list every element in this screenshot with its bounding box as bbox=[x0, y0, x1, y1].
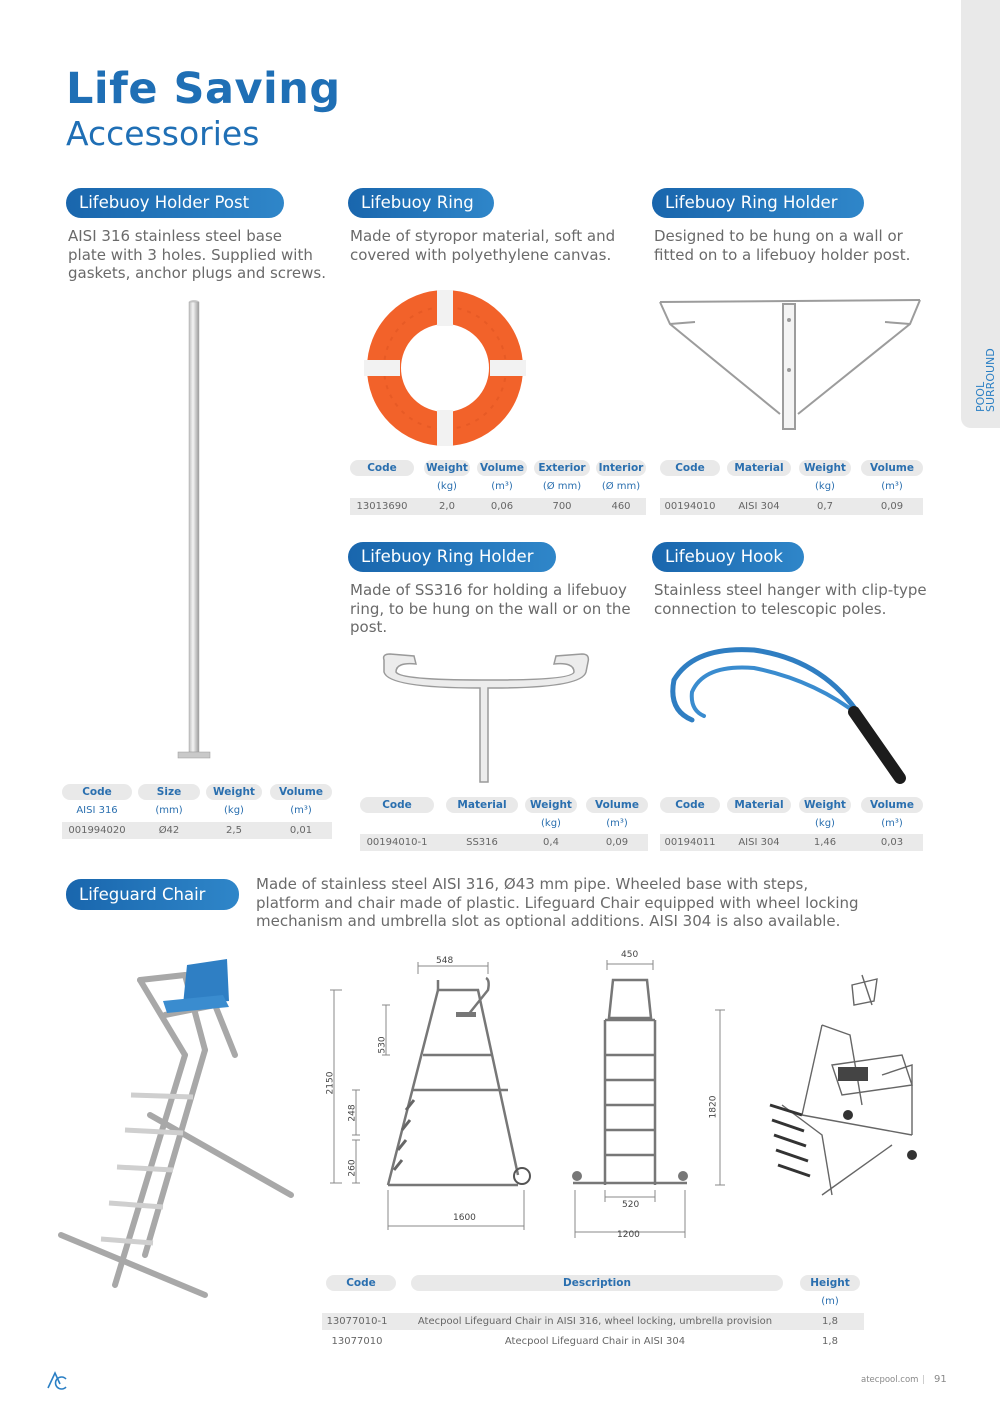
rh2-header-volume: Volume bbox=[586, 797, 648, 813]
lifebuoy-hook-image bbox=[664, 640, 914, 790]
rh1-cell-weight: 0,7 bbox=[817, 501, 833, 512]
hook-cell-weight: 1,46 bbox=[813, 837, 837, 848]
dim-1820: 1820 bbox=[708, 1095, 719, 1119]
post-unit-size: (mm) bbox=[155, 805, 183, 816]
post-title: Lifebuoy Holder Post bbox=[66, 188, 284, 218]
ring-holder-2-title: Lifebuoy Ring Holder bbox=[348, 542, 556, 572]
side-label-line1: POOL bbox=[974, 381, 987, 412]
rh1-header-volume: Volume bbox=[861, 460, 923, 476]
post-unit-volume: (m³) bbox=[290, 805, 312, 816]
rh2-cell-weight: 0,4 bbox=[543, 837, 559, 848]
ring-holder-1-desc-line: Designed to be hung on a wall or bbox=[654, 227, 903, 245]
rh1-cell-code: 00194010 bbox=[664, 501, 716, 512]
chair-header-height: Height bbox=[800, 1275, 860, 1291]
rh1-header-material: Material bbox=[727, 460, 791, 476]
rh2-cell-volume: 0,09 bbox=[605, 837, 629, 848]
rh2-unit-weight: (kg) bbox=[541, 818, 561, 829]
atecpool-logo-icon bbox=[46, 1370, 70, 1392]
post-header-size: Size bbox=[138, 784, 200, 800]
dim-1600: 1600 bbox=[453, 1213, 476, 1223]
post-unit-code: AISI 316 bbox=[76, 805, 118, 816]
ring-holder-2-desc-line: post. bbox=[350, 618, 388, 637]
page-subtitle: Accessories bbox=[66, 114, 260, 153]
rh2-header-material: Material bbox=[446, 797, 518, 813]
side-tab-label bbox=[976, 348, 996, 412]
dim-260: 260 bbox=[347, 1159, 358, 1177]
ring-cell-volume: 0,06 bbox=[490, 501, 514, 512]
chair-row1-height: 1,8 bbox=[822, 1316, 838, 1327]
post-cell-weight: 2,5 bbox=[226, 825, 242, 836]
ring-header-interior: Interior bbox=[596, 460, 646, 476]
dim-520: 520 bbox=[622, 1200, 640, 1210]
footer-website: atecpool.com bbox=[861, 1375, 919, 1385]
ring-cell-exterior: 700 bbox=[552, 501, 572, 512]
rh1-header-code: Code bbox=[660, 460, 720, 476]
rh2-cell-material: SS316 bbox=[466, 837, 498, 848]
post-unit-weight: (kg) bbox=[224, 805, 244, 816]
footer-separator: | bbox=[922, 1375, 925, 1385]
chair-row1-code: 13077010-1 bbox=[326, 1316, 388, 1327]
side-label-line2: SURROUND bbox=[984, 348, 997, 412]
chair-front-drawing bbox=[565, 950, 725, 1245]
chair-unit-height: (m) bbox=[821, 1296, 839, 1307]
chair-exploded-drawing bbox=[762, 965, 942, 1205]
ring-unit-weight: (kg) bbox=[437, 481, 457, 492]
ring-cell-code: 13013690 bbox=[356, 501, 408, 512]
page-title: Life Saving bbox=[66, 64, 341, 114]
chair-header-code: Code bbox=[326, 1275, 396, 1291]
hook-title: Lifebuoy Hook bbox=[652, 542, 804, 572]
ring-description bbox=[350, 227, 615, 264]
rh2-cell-code: 00194010-1 bbox=[366, 837, 428, 848]
rh1-cell-volume: 0,09 bbox=[880, 501, 904, 512]
ring-unit-exterior: (Ø mm) bbox=[542, 481, 582, 492]
chair-header-description: Description bbox=[411, 1275, 783, 1291]
rh1-unit-weight: (kg) bbox=[815, 481, 835, 492]
chair-row2-code: 13077010 bbox=[331, 1336, 383, 1347]
dim-248: 248 bbox=[347, 1104, 358, 1122]
page-number: 91 bbox=[934, 1374, 947, 1385]
ring-holder-2-description bbox=[350, 581, 631, 637]
ring-desc-line: Made of styropor material, soft and bbox=[350, 227, 616, 245]
hook-desc-line: Stainless steel hanger with clip-type bbox=[654, 581, 927, 599]
post-description bbox=[68, 227, 326, 283]
dim-548: 548 bbox=[436, 956, 454, 966]
holder-post-image bbox=[170, 296, 220, 766]
post-cell-volume: 0,01 bbox=[289, 825, 313, 836]
post-desc-line: AISI 316 stainless steel base bbox=[68, 227, 282, 245]
post-desc-line: gaskets, anchor plugs and screws. bbox=[68, 264, 326, 283]
ring-holder-2-desc-line: Made of SS316 for holding a lifebuoy bbox=[350, 581, 627, 599]
dim-450: 450 bbox=[621, 950, 639, 960]
ring-holder-2-desc-line: ring, to be hung on the wall or on the bbox=[350, 599, 631, 618]
chair-row2-height: 1,8 bbox=[822, 1336, 838, 1347]
post-cell-code: 001994020 bbox=[68, 825, 126, 836]
ring-holder-1-desc-line: fitted on to a lifebuoy holder post. bbox=[654, 245, 911, 264]
ring-desc-line: covered with polyethylene canvas. bbox=[350, 245, 612, 264]
rh2-header-weight: Weight bbox=[525, 797, 577, 813]
post-header-weight: Weight bbox=[206, 784, 262, 800]
chair-title: Lifeguard Chair bbox=[66, 879, 239, 910]
hook-description bbox=[654, 581, 927, 618]
ring-holder-2-image bbox=[376, 650, 596, 790]
ring-holder-1-title: Lifebuoy Ring Holder bbox=[652, 188, 864, 218]
rh1-cell-material: AISI 304 bbox=[738, 501, 780, 512]
chair-description bbox=[256, 875, 859, 931]
ring-header-weight: Weight bbox=[424, 460, 470, 476]
hook-cell-material: AISI 304 bbox=[738, 837, 780, 848]
ring-cell-weight: 2,0 bbox=[439, 501, 455, 512]
chair-desc-line: mechanism and umbrella slot as optional additions. AISI 304 is also available. bbox=[256, 912, 841, 931]
hook-cell-volume: 0,03 bbox=[880, 837, 904, 848]
ring-unit-interior: (Ø mm) bbox=[601, 481, 641, 492]
chair-row2-description: Atecpool Lifeguard Chair in AISI 304 bbox=[504, 1336, 686, 1347]
rh2-unit-volume: (m³) bbox=[606, 818, 628, 829]
ring-unit-volume: (m³) bbox=[491, 481, 513, 492]
dim-1200: 1200 bbox=[617, 1230, 640, 1240]
chair-desc-line: platform and chair made of plastic. Lifeguard Chair equipped with wheel locking bbox=[256, 893, 859, 912]
hook-desc-line: connection to telescopic poles. bbox=[654, 599, 887, 618]
lifebuoy-ring-image bbox=[358, 286, 533, 451]
hook-header-code: Code bbox=[660, 797, 720, 813]
ring-header-code: Code bbox=[350, 460, 414, 476]
ring-cell-interior: 460 bbox=[611, 501, 631, 512]
rh1-unit-volume: (m³) bbox=[881, 481, 903, 492]
ring-title: Lifebuoy Ring bbox=[348, 188, 494, 218]
ring-holder-1-image bbox=[655, 294, 925, 434]
ring-header-volume: Volume bbox=[477, 460, 527, 476]
hook-header-weight: Weight bbox=[799, 797, 851, 813]
post-header-code: Code bbox=[62, 784, 132, 800]
rh1-header-weight: Weight bbox=[799, 460, 851, 476]
hook-unit-volume: (m³) bbox=[881, 818, 903, 829]
post-desc-line: plate with 3 holes. Supplied with bbox=[68, 245, 313, 264]
ring-header-exterior: Exterior bbox=[534, 460, 590, 476]
post-header-volume: Volume bbox=[270, 784, 332, 800]
hook-unit-weight: (kg) bbox=[815, 818, 835, 829]
hook-cell-code: 00194011 bbox=[664, 837, 716, 848]
chair-desc-line: Made of stainless steel AISI 316, Ø43 mm pipe. Wheeled base with steps, bbox=[256, 875, 809, 893]
dim-530: 530 bbox=[377, 1036, 388, 1054]
chair-side-drawing bbox=[318, 950, 548, 1235]
hook-header-material: Material bbox=[727, 797, 791, 813]
ring-holder-1-description bbox=[654, 227, 910, 264]
rh2-header-code: Code bbox=[360, 797, 434, 813]
chair-row1-description: Atecpool Lifeguard Chair in AISI 316, wheel locking, umbrella provision bbox=[417, 1316, 773, 1327]
hook-header-volume: Volume bbox=[861, 797, 923, 813]
lifeguard-chair-image bbox=[55, 955, 300, 1300]
post-cell-size: Ø42 bbox=[158, 825, 180, 836]
dim-2150: 2150 bbox=[325, 1071, 336, 1095]
